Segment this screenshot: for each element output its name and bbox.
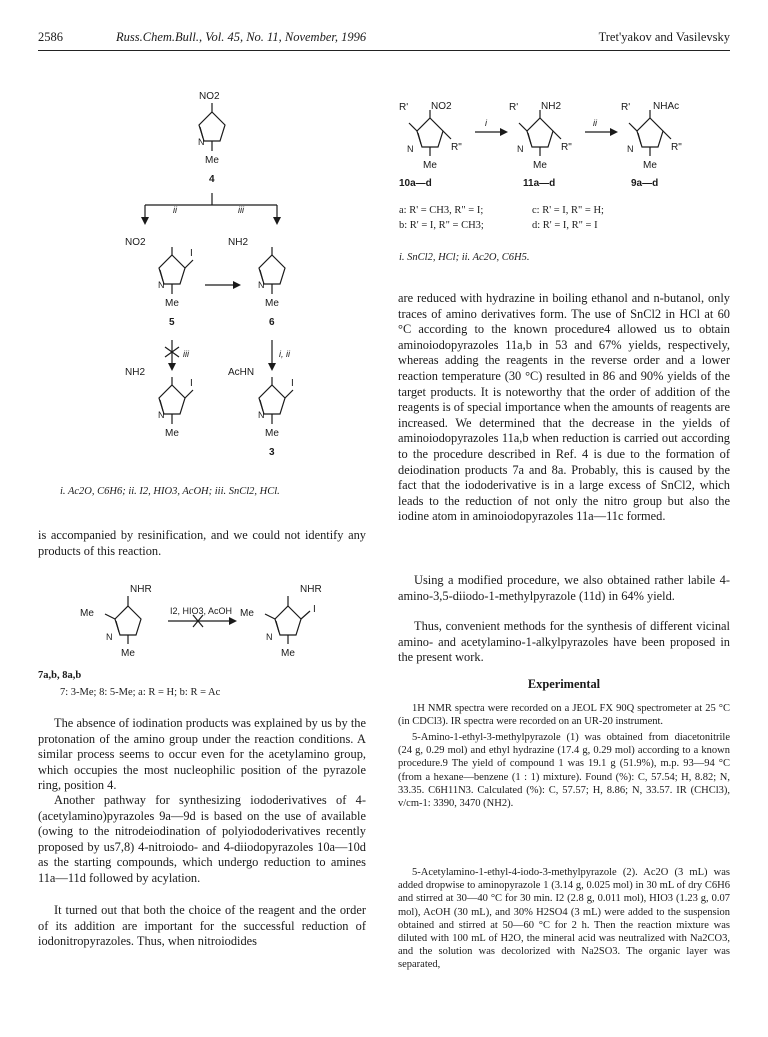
no2-label: NO2 — [199, 91, 220, 102]
right-paragraph-3: Thus, convenient methods for the synthesis of different vicinal amino- and acetylamino-1-alkylpyrazoles have been proposed in the present work. — [398, 619, 730, 665]
scheme-2-key-b: b: R' = I, R" = CH3; — [399, 220, 484, 231]
n-label: N — [158, 410, 165, 420]
compound-11-label: 11a—d — [523, 178, 556, 189]
compound-6-label: 6 — [269, 317, 275, 328]
scheme-2-key-c: c: R' = I, R" = H; — [532, 205, 604, 216]
right-paragraph-2: Using a modified procedure, we also obtained rather labile 4-amino-3,5-diiodo-1-methylpyrazole (11d) in 64% yield. — [398, 573, 730, 603]
scheme-2-caption: i. SnCl2, HCl; ii. Ac2O, C6H5. — [399, 252, 530, 263]
nhr-label: NHR — [300, 584, 322, 595]
header-rule — [38, 50, 730, 51]
n-label: N — [258, 410, 265, 420]
compound-9-label: 9a—d — [631, 178, 659, 189]
iodo-label: I — [190, 248, 193, 259]
no2-label: NO2 — [431, 101, 452, 112]
me-label: Me — [265, 298, 279, 309]
left-paragraph-2: The absence of iodination products was explained by us by the protonation of the amino group under the reaction conditions. A similar process seems to occur even for the acetylamino group, which occupies the most nucleophilic position of the pyrazole ring, position 4. — [38, 716, 366, 793]
me-label: Me — [533, 160, 547, 171]
me-label: Me — [80, 608, 94, 619]
scheme-1-caption: i. Ac2O, C6H6; ii. I2, HIO3, AcOH; iii. SnCl2, HCl. — [60, 486, 280, 497]
left-paragraph-4: It turned out that both the choice of the reagent and the order of its addition are important for the successful reduction of iodonitropyrazoles. Thus, when nitroiodides — [38, 903, 366, 949]
me-label: Me — [423, 160, 437, 171]
iodo-label: I — [291, 378, 294, 389]
me-label: Me — [265, 428, 279, 439]
me-label: Me — [240, 608, 254, 619]
me-label: Me — [121, 648, 135, 659]
scheme-2 — [395, 96, 725, 206]
nh2-label: NH2 — [125, 367, 146, 378]
iodo-label: I — [190, 378, 193, 389]
step-iii-label: iii — [238, 205, 244, 215]
reagents-label: I2, HIO3, AcOH — [170, 606, 233, 616]
compound-4-label: 4 — [209, 174, 215, 185]
compound-10-label: 10a—d — [399, 178, 432, 189]
step-iii-blocked-label: iii — [183, 349, 189, 359]
page-number: 2586 — [38, 30, 63, 44]
r1-label: R' — [621, 102, 631, 113]
scheme-2-key-a: a: R' = CH3, R" = I; — [399, 205, 484, 216]
journal-citation: Russ.Chem.Bull., Vol. 45, No. 11, November, 1996 — [116, 30, 367, 44]
n-label: N — [198, 137, 205, 147]
iodo-label: I — [313, 604, 316, 615]
right-paragraph-1: are reduced with hydrazine in boiling ethanol and n-butanol, only traces of amino derivatives form. The use of SnCl2 in HCl at 60 °C according to the known procedure4 allowed us to obtain aminoiodopyrazoles 11a,b in 53 and 67% yields, respectively, whereas adding the reagents in the reverse order and a lower reaction temperature (30 °C) resulted in 86 and 90% yields of the target products. It is noteworthy that the order of addition of the reagents is of special importance when the amounts of reagents are increased. We determined that the decrease in the yields of aminoiodopyrazoles 11a,b when reduction is carried out according to the procedure described in Ref. 4 is due to the formation of deiodination products 7a and 8a. Probably, this is caused by the fact that the iododerivative is in a large excess of SnCl2, which leads to the reduction of not only the nitro group but also the iodine atom in aminoiodopyrazoles 11a—11c formed. — [398, 291, 730, 524]
r1-label: R' — [509, 102, 519, 113]
me-label: Me — [643, 160, 657, 171]
step-ii-label: ii — [593, 118, 597, 128]
scheme-3-label: 7a,b, 8a,b — [38, 670, 82, 681]
r2-label: R" — [561, 142, 572, 153]
experimental-paragraph-1: 1H NMR spectra were recorded on a JEOL FX 90Q spectrometer at 25 °C (in CDCl3). IR spectra were recorded on an UR-20 instrument. — [398, 703, 730, 728]
r1-label: R' — [399, 102, 409, 113]
step-i-ii-label: i, ii — [279, 349, 290, 359]
n-label: N — [517, 144, 524, 154]
nh2-label: NH2 — [228, 237, 249, 248]
r2-label: R" — [671, 142, 682, 153]
experimental-heading: Experimental — [527, 677, 601, 691]
nh2-label: NH2 — [541, 101, 562, 112]
n-label: N — [258, 280, 265, 290]
n-label: N — [158, 280, 165, 290]
step-ii-label: ii — [173, 205, 177, 215]
running-authors: Tret'yakov and Vasilevsky — [598, 30, 730, 44]
n-label: N — [627, 144, 634, 154]
compound-5-label: 5 — [169, 317, 175, 328]
n-label: N — [106, 632, 113, 642]
me-label: Me — [281, 648, 295, 659]
me-label: Me — [165, 298, 179, 309]
left-paragraph-3: Another pathway for synthesizing iododerivatives of 4-(acetylamino)pyrazoles 9a—9d is based on the use of available (owing to the nitrodeiodination of polyiododerivatives recently proposed by us7,8) 4-nitroiodo- and 4-diiodopyrazoles 10a—10d as the starting compounds, which undergo reduction to amines 11a—11d followed by acylation. — [38, 793, 366, 885]
n-label: N — [266, 632, 273, 642]
scheme-3-key: 7: 3-Me; 8: 5-Me; a: R = H; b: R = Ac — [60, 687, 221, 698]
scheme-2-key-d: d: R' = I, R" = I — [532, 220, 598, 231]
step-i-label: i — [485, 118, 487, 128]
compound-3-label: 3 — [269, 447, 275, 458]
left-paragraph-1: is accompanied by resinification, and we could not identify any products of this reaction. — [38, 528, 366, 558]
me-label: Me — [205, 155, 219, 166]
running-header — [38, 30, 730, 48]
nhac-label: NHAc — [653, 101, 680, 112]
me-label: Me — [165, 428, 179, 439]
r2-label: R" — [451, 142, 462, 153]
no2-label: NO2 — [125, 237, 146, 248]
achn-label: AcHN — [228, 367, 255, 378]
scheme-1 — [95, 85, 385, 490]
experimental-paragraph-2: 5-Amino-1-ethyl-3-methylpyrazole (1) was obtained from diacetonitrile (24 g, 0.29 mol) and ethyl hydrazine (17.4 g, 0.29 mol) according to a known procedure.9 The yield of compound 1 was 19.1 g (51.9%), m.p. 93—94 °C (from a hexane—benzene (1 : 1) mixture). Found (%): C, 57.54; H, 8.82; N, 33.35. C6H11N3. Calculated (%): C, 57.57; H, 8.86; N, 33.57. IR (CHCl3), v/cm-1: 3390, 3470 (NH2). — [398, 732, 730, 810]
nhr-label: NHR — [130, 584, 152, 595]
experimental-paragraph-3: 5-Acetylamino-1-ethyl-4-iodo-3-methylpyrazole (2). Ac2O (3 mL) was added dropwise to aminopyrazole 1 (3.14 g, 0.025 mol) in 30 mL of dry C6H6 and stirred at 30—40 °C for 30 min. I2 (2.8 g, 0.011 mol), HIO3 (1.23 g, 0.07 mol), AcOH (30 mL), and 30% H2SO4 (3 mL) were added to the suspension obtained and stirred at 50—60 °C for 2 h. Then the reaction mixture was diluted with 100 mL of H2O, the mineral acid was neutralized with Na2CO3, and the solution was decolorized with Na2SO3. The organic layer was separated, — [398, 867, 730, 971]
n-label: N — [407, 144, 414, 154]
